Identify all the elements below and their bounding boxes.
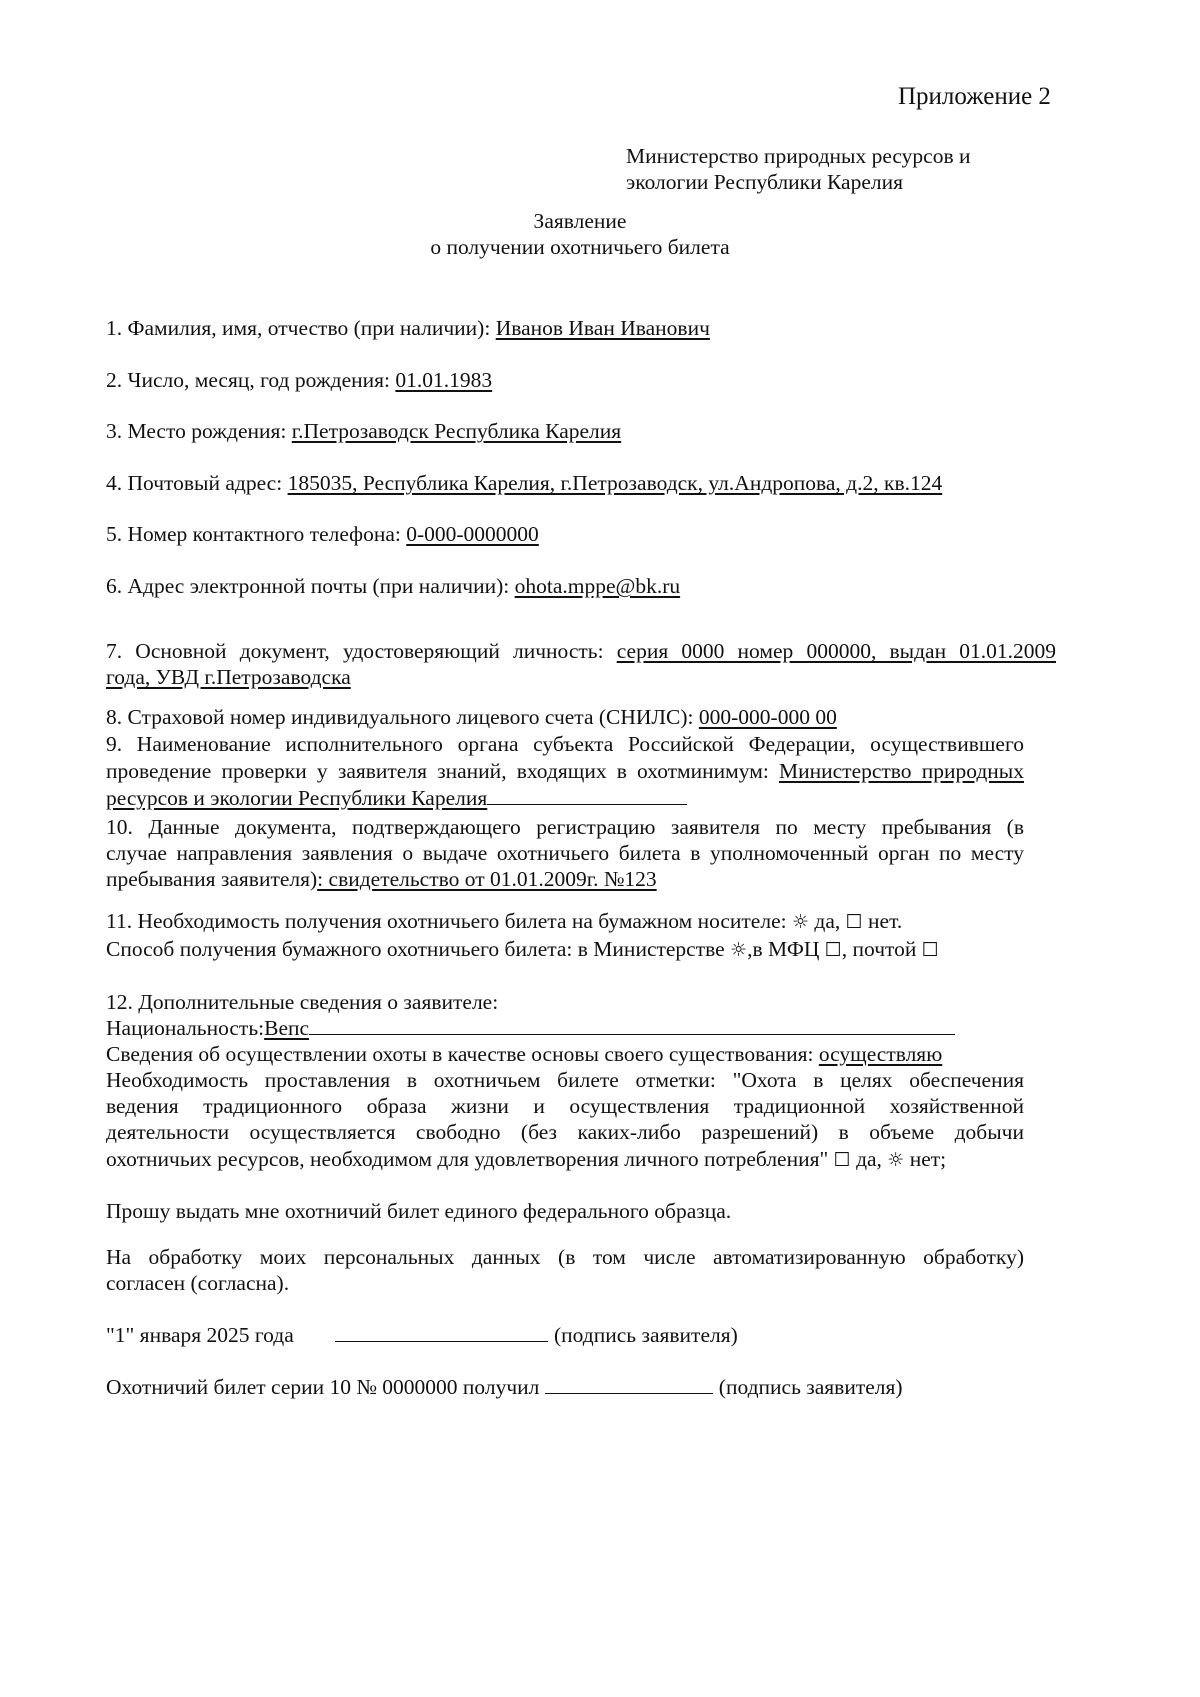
field-traditional-mark-line-4 (106, 1145, 946, 1174)
field-label: 1. Фамилия, имя, отчество (при наличии): (106, 316, 496, 340)
received-signature-caption: (подпись заявителя) (718, 1375, 903, 1399)
birth-date-value: 01.01.1983 (395, 368, 493, 392)
field-registration-line-2: случае направления заявления о выдаче охотничьего билета в уполномоченный орган по месту (106, 841, 1024, 865)
field-delivery-method (106, 935, 939, 964)
request-text: Прошу выдать мне охотничий билет единого федерального образца. (106, 1199, 732, 1223)
option-no-label: нет; (904, 1147, 947, 1171)
signature-caption: (подпись заявителя) (554, 1323, 738, 1347)
field-label: 2. Число, месяц, год рождения: (106, 368, 396, 392)
blank-line (487, 784, 687, 805)
email-value: ohota.mppe@bk.ru (514, 574, 681, 598)
signature-date: "1" января 2025 года (106, 1323, 294, 1347)
field-id-document-line-2 (106, 663, 351, 691)
hunting-livelihood-value: осуществляю (818, 1042, 943, 1066)
addressee-line-2: экологии Республики Карелия (626, 170, 903, 194)
field-authority-line-2 (106, 757, 1024, 785)
consent-line-1: На обработку моих персональных данных (в том числе автоматизированную обработку) (106, 1245, 1024, 1269)
field-label: проведение проверки у заявителя знаний, входящих в охотминимум: (106, 759, 779, 783)
signature-line (335, 1321, 738, 1349)
blank-line (545, 1373, 713, 1394)
authority-value-cont: ресурсов и экологии Республики Карелия (106, 786, 488, 810)
field-birth-date (106, 366, 492, 394)
nationality-value: Вепс (264, 1016, 310, 1040)
field-traditional-mark-line-2: ведения традиционного образа жизни и осуществления традиционной хозяйственной (106, 1094, 1024, 1118)
field-id-document-line-1 (106, 637, 1056, 665)
snils-value: 000-000-000 00 (698, 705, 837, 729)
unchecked-box-icon[interactable]: ☐ (921, 939, 939, 961)
field-snils (106, 703, 837, 731)
option-no-label: нет. (862, 909, 903, 933)
authority-value: Министерство природных (779, 759, 1025, 783)
selected-sun-icon[interactable]: ☼ (730, 939, 748, 961)
field-additional-title: 12. Дополнительные сведения о заявителе: (106, 990, 499, 1014)
addressee-line-1: Министерство природных ресурсов и (626, 144, 971, 168)
consent-line-2: согласен (согласна). (106, 1271, 290, 1295)
field-registration-line-3 (106, 865, 657, 893)
phone-value: 0-000-0000000 (406, 522, 539, 546)
field-label: 11. Необходимость получения охотничьего билета на бумажном носителе: (106, 909, 792, 933)
selected-sun-icon[interactable]: ☼ (791, 911, 810, 933)
field-authority-line-3 (106, 784, 687, 812)
field-label: 4. Почтовый адрес: (106, 471, 288, 495)
registration-value: : свидетельство от 01.01.2009г. №123 (317, 867, 657, 891)
field-traditional-mark-line-3: деятельности осуществляется свободно (без каких-либо разрешений) в объеме добычи (106, 1120, 1024, 1144)
field-email (106, 572, 680, 600)
id-document-value: серия 0000 номер 000000, выдан 01.01.2009 (616, 639, 1056, 663)
document-subtitle: о получении охотничьего билета (430, 235, 730, 259)
field-postal-address (106, 469, 942, 497)
field-label: 8. Страховой номер индивидуального лицевого счета (СНИЛС): (106, 705, 699, 729)
field-registration-line-1: 10. Данные документа, подтверждающего регистрацию заявителя по месту пребывания (в (106, 815, 1024, 839)
document-title: Заявление (533, 209, 627, 233)
field-label: 5. Номер контактного телефона: (106, 522, 407, 546)
unchecked-box-icon[interactable]: ☐ (845, 911, 863, 933)
appendix-number: Приложение 2 (898, 83, 1051, 110)
id-document-value-cont: года, УВД г.Петрозаводска (106, 665, 351, 689)
field-birth-place (106, 417, 621, 445)
blank-line (335, 1321, 548, 1342)
unchecked-box-icon[interactable]: ☐ (824, 939, 842, 961)
option-post-label: , почтой (841, 937, 922, 961)
field-full-name (106, 314, 710, 342)
field-label: Способ получения бумажного охотничьего билета: в Министерстве (106, 937, 731, 961)
option-mfc-label: ,в МФЦ (747, 937, 825, 961)
ticket-received-line (106, 1373, 903, 1401)
field-label: 7. Основной документ, удостоверяющий личность: (106, 639, 617, 663)
unchecked-box-icon[interactable]: ☐ (833, 1149, 851, 1171)
field-hunting-livelihood (106, 1040, 942, 1068)
field-traditional-mark-line-1: Необходимость проставления в охотничьем билете отметки: "Охота в целях обеспечения (106, 1068, 1024, 1092)
field-authority-line-1: 9. Наименование исполнительного органа субъекта Российской Федерации, осуществившего (106, 732, 1024, 756)
blank-line (309, 1014, 955, 1035)
postal-address-value: 185035, Республика Карелия, г.Петрозаводск, ул.Андропова, д.2, кв.124 (287, 471, 943, 495)
field-paper-ticket (106, 907, 902, 936)
field-label: охотничьих ресурсов, необходимом для удовлетворения личного потребления" (106, 1147, 834, 1171)
selected-sun-icon[interactable]: ☼ (887, 1149, 905, 1171)
field-phone (106, 520, 539, 548)
ticket-received-text: Охотничий билет серии 10 № 0000000 получил (106, 1375, 545, 1399)
option-yes-label: да, (809, 909, 846, 933)
full-name-value: Иванов Иван Иванович (495, 316, 710, 340)
field-label: 3. Место рождения: (106, 419, 292, 443)
field-label: Национальность: (106, 1016, 265, 1040)
field-label: пребывания заявителя) (106, 867, 318, 891)
field-label: Сведения об осуществлении охоты в качестве основы своего существования: (106, 1042, 819, 1066)
field-nationality (106, 1014, 955, 1042)
field-label: 6. Адрес электронной почты (при наличии): (106, 574, 515, 598)
option-yes-label: да, (850, 1147, 888, 1171)
birth-place-value: г.Петрозаводск Республика Карелия (291, 419, 622, 443)
